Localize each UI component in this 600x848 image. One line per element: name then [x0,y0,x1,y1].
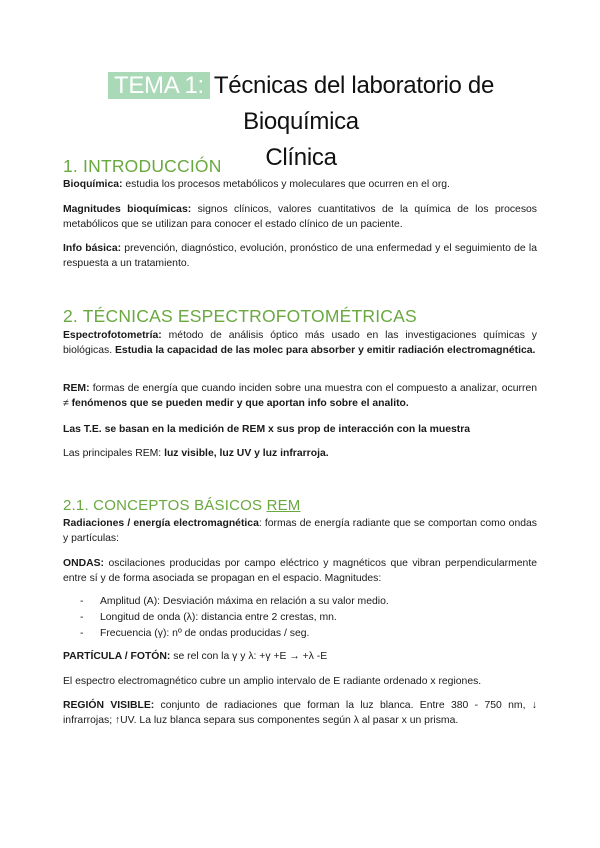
term: REM: [63,383,90,394]
paragraph-principales-rem [63,447,537,462]
tema-badge: TEMA 1: [108,72,210,99]
text: El espectro electromagnético cubre un amplio intervalo de E radiante ordenado x regiones. [63,676,482,687]
text: : formas de energía radiante que se comportan como ondas y partículas: [63,518,537,544]
section-heading-tecnicas: 2. TÉCNICAS ESPECTROFOTOMÉTRICAS [63,306,417,326]
bold-text: Estudia la capacidad de las molec para absorber y emitir radiación electromagnética. [114,344,536,356]
heading-prefix: 2.1. CONCEPTOS BÁSICOS [63,497,267,514]
text: método de análisis óptico más usado en las investigaciones químicas y biológicas. [63,330,537,356]
paragraph-particula [63,650,537,665]
list-item: - Amplitud (A): Desviación máxima en relación a su valor medio. [80,594,520,610]
section-heading-conceptos [63,497,301,514]
paragraph-espectrofotometria [63,329,537,358]
paragraph-te-basis [63,423,537,438]
term: Radiaciones / energía electromagnética [63,518,259,529]
title-text: Técnicas del laboratorio de Bioquímica [213,72,494,135]
text: se rel con la γ y λ: +γ +E → +λ -E [170,651,328,662]
term: Bioquímica: [63,179,123,190]
text: oscilaciones producidas por campo eléctrico y magnéticos que vibran perpendicularmente entre sí y de forma asociada se propagan en el espacio. Magnitudes: [63,558,537,584]
section-heading-introduccion: 1. INTRODUCCIÓN [63,156,222,176]
paragraph-region-visible [63,699,537,728]
paragraph-ondas [63,557,537,586]
paragraph-espectro [63,675,537,690]
bold-text: fenómenos que se pueden medir y que aportan info sobre el analito. [71,397,409,409]
paragraph-radiaciones [63,517,537,546]
text: prevención, diagnóstico, evolución, pronóstico de una enfermedad y el seguimiento de la respuesta a un tratamiento. [63,243,537,269]
title-line-1 [66,68,536,140]
paragraph-magnitudes [63,203,537,232]
term: Espectrofotometría: [63,330,162,341]
term: ONDAS: [63,558,104,569]
heading-underlined: REM [266,497,301,514]
paragraph-info-basica [63,242,537,271]
bold-text: luz visible, luz UV y luz infrarroja. [164,448,329,459]
term: Magnitudes bioquímicas: [63,204,192,215]
list-item: - Longitud de onda (λ): distancia entre 2 crestas, mn. [80,610,520,626]
paragraph-rem [63,382,537,411]
paragraph-bioquimica [63,178,537,193]
term: Info básica: [63,243,122,254]
title-line-2: Clínica [265,144,337,171]
magnitudes-list [80,594,520,642]
bold-text: Las T.E. se basan en la medición de REM x sus prop de interacción con la muestra [63,424,471,435]
text: estudia los procesos metabólicos y moleculares que ocurren en el org. [122,179,450,190]
text: formas de energía que cuando inciden sobre una muestra con el compuesto a analizar, ocurren ≠ [63,383,537,409]
text: conjunto de radiaciones que forman la luz blanca. Entre 380 - 750 nm, ↓ infrarrojas; ↑UV. La luz blanca separa sus componentes según λ al pasar x un prisma. [63,700,537,726]
term: REGIÓN VISIBLE: [63,700,155,711]
text: Las principales REM: [63,448,165,459]
term: PARTÍCULA / FOTÓN: [63,651,171,662]
list-item: - Frecuencia (γ): nº de ondas producidas / seg. [80,626,520,642]
text: signos clínicos, valores cuantitativos de la química de los procesos metabólicos que se utilizan para conocer el estado clínico de un paciente. [63,204,537,230]
